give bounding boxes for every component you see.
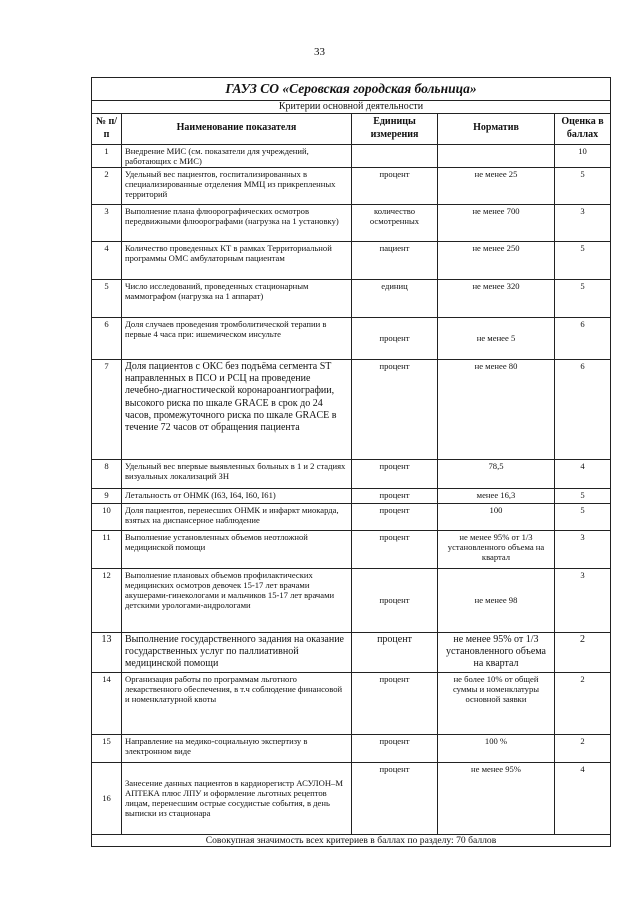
- row-num: 2: [92, 168, 122, 205]
- table-row: [92, 318, 611, 360]
- table-row: [92, 734, 611, 762]
- header-num: № п/п: [92, 113, 122, 144]
- header-row: [92, 113, 611, 144]
- row-unit: [352, 144, 438, 167]
- row-name: Занесение данных пациентов в кардиорегистр АСУЛОН–М АПТЕКА плюс ЛПУ и оформление льготных рецептов лицам, перенесшим острые сосудистые события, в день выписки из стационара: [122, 762, 352, 834]
- row-norm: менее 16,3: [438, 489, 555, 504]
- row-name: Выполнение установленных объемов неотложной медицинской помощи: [122, 531, 352, 569]
- row-unit: процент: [352, 762, 438, 834]
- row-score: 5: [555, 168, 611, 205]
- row-norm: не менее 80: [438, 360, 555, 460]
- row-score: 2: [555, 672, 611, 734]
- row-norm: не менее 95%: [438, 762, 555, 834]
- row-score: 5: [555, 280, 611, 318]
- table-row: [92, 242, 611, 280]
- row-name: Выполнение плановых объемов профилактических медицинских осмотров девочек 15-17 лет врачами акушерами-гинекологами и мальчиков 15-17 лет врачами детскими урологами-андрологами: [122, 569, 352, 633]
- table-row: [92, 504, 611, 531]
- row-num: 6: [92, 318, 122, 360]
- row-num: 13: [92, 633, 122, 673]
- header-score: Оценка в баллах: [555, 113, 611, 144]
- row-unit: процент: [352, 168, 438, 205]
- row-unit: процент: [352, 531, 438, 569]
- row-score: 6: [555, 318, 611, 360]
- row-name: Внедрение МИС (см. показатели для учреждений, работающих с МИС): [122, 144, 352, 167]
- row-name: Удельный вес пациентов, госпитализированных в специализированные отделения ММЦ из прикрепленных территорий: [122, 168, 352, 205]
- row-score: 3: [555, 205, 611, 242]
- row-num: 3: [92, 205, 122, 242]
- row-norm: не менее 250: [438, 242, 555, 280]
- row-num: 10: [92, 504, 122, 531]
- table-row: [92, 205, 611, 242]
- total-row: [92, 834, 611, 846]
- row-norm: [438, 144, 555, 167]
- row-unit: процент: [352, 504, 438, 531]
- row-name: Направление на медико-социальную экспертизу в электронном виде: [122, 734, 352, 762]
- row-unit: пациент: [352, 242, 438, 280]
- row-score: 3: [555, 531, 611, 569]
- row-norm: не менее 95% от 1/3 установленного объема на квартал: [438, 531, 555, 569]
- org-title: ГАУЗ СО «Серовская городская больница»: [92, 78, 611, 101]
- row-num: 14: [92, 672, 122, 734]
- row-num: 8: [92, 460, 122, 489]
- row-unit: единиц: [352, 280, 438, 318]
- row-num: 5: [92, 280, 122, 318]
- row-name: Доля случаев проведения тромболитической терапии в первые 4 часа при: ишемическом инсульте: [122, 318, 352, 360]
- row-unit: процент: [352, 460, 438, 489]
- row-score: 6: [555, 360, 611, 460]
- page-number: 33: [314, 46, 325, 58]
- table-row: [92, 360, 611, 460]
- row-score: 5: [555, 242, 611, 280]
- row-norm: не более 10% от общей суммы и номенклатуры основной заявки: [438, 672, 555, 734]
- row-num: 11: [92, 531, 122, 569]
- total-score: Совокупная значимость всех критериев в баллах по разделу: 70 баллов: [92, 834, 611, 846]
- row-name: Выполнение государственного задания на оказание государственных услуг по паллиативной медицинской помощи: [122, 633, 352, 673]
- row-num: 4: [92, 242, 122, 280]
- row-num: 16: [92, 762, 122, 834]
- row-num: 7: [92, 360, 122, 460]
- row-name: Количество проведенных КТ в рамках Территориальной программы ОМС амбулаторным пациентам: [122, 242, 352, 280]
- table-row: [92, 280, 611, 318]
- row-num: 12: [92, 569, 122, 633]
- row-unit: процент: [352, 672, 438, 734]
- table-row: [92, 569, 611, 633]
- table-row: [92, 762, 611, 834]
- table-row: [92, 460, 611, 489]
- criteria-title: Критерии основной деятельности: [92, 100, 611, 113]
- row-norm: не менее 5: [438, 318, 555, 360]
- row-score: 5: [555, 504, 611, 531]
- row-unit: процент: [352, 360, 438, 460]
- row-unit: количество осмотренных: [352, 205, 438, 242]
- row-name: Доля пациентов с ОКС без подъёма сегмента ST направленных в ПСО и РСЦ на проведение лечебно-диагностической коронароангиографии, высокого риска по шкале GRACE в срок до 24 часов, промежуточного риска по шкале GRACE в течение 72 часов от обращения пациента: [122, 360, 352, 460]
- table-row: [92, 672, 611, 734]
- row-norm: не менее 95% от 1/3 установленного объема на квартал: [438, 633, 555, 673]
- row-num: 15: [92, 734, 122, 762]
- row-name: Удельный вес впервые выявленных больных в 1 и 2 стадиях визуальных локализаций ЗН: [122, 460, 352, 489]
- row-name: Летальность от ОНМК (I63, I64, I60, I61): [122, 489, 352, 504]
- table-row: [92, 633, 611, 673]
- row-norm: не менее 700: [438, 205, 555, 242]
- row-score: 10: [555, 144, 611, 167]
- row-norm: 100 %: [438, 734, 555, 762]
- row-score: 5: [555, 489, 611, 504]
- row-score: 2: [555, 633, 611, 673]
- criteria-table: [91, 77, 611, 847]
- row-score: 3: [555, 569, 611, 633]
- row-norm: не менее 98: [438, 569, 555, 633]
- row-unit: процент: [352, 318, 438, 360]
- row-unit: процент: [352, 489, 438, 504]
- row-score: 4: [555, 460, 611, 489]
- table-row: [92, 489, 611, 504]
- row-norm: не менее 320: [438, 280, 555, 318]
- table-row: [92, 144, 611, 167]
- table-row: [92, 531, 611, 569]
- row-name: Число исследований, проведенных стационарным маммографом (нагрузка на 1 аппарат): [122, 280, 352, 318]
- row-norm: 78,5: [438, 460, 555, 489]
- row-norm: 100: [438, 504, 555, 531]
- org-title-row: [92, 78, 611, 101]
- row-num: 9: [92, 489, 122, 504]
- table-row: [92, 168, 611, 205]
- row-score: 2: [555, 734, 611, 762]
- row-norm: не менее 25: [438, 168, 555, 205]
- header-unit: Единицы измерения: [352, 113, 438, 144]
- row-unit: процент: [352, 569, 438, 633]
- row-name: Доля пациентов, перенесших ОНМК и инфаркт миокарда, взятых на диспансерное наблюдение: [122, 504, 352, 531]
- row-name: Организация работы по программам льготного лекарственного обеспечения, в т.ч соблюдение финансовой и номенклатурной квоты: [122, 672, 352, 734]
- row-score: 4: [555, 762, 611, 834]
- row-unit: процент: [352, 633, 438, 673]
- header-norm: Норматив: [438, 113, 555, 144]
- row-num: 1: [92, 144, 122, 167]
- criteria-title-row: [92, 100, 611, 113]
- row-name: Выполнение плана флюорографических осмотров передвижными флюорографами (нагрузка на 1 установку): [122, 205, 352, 242]
- header-name: Наименование показателя: [122, 113, 352, 144]
- row-unit: процент: [352, 734, 438, 762]
